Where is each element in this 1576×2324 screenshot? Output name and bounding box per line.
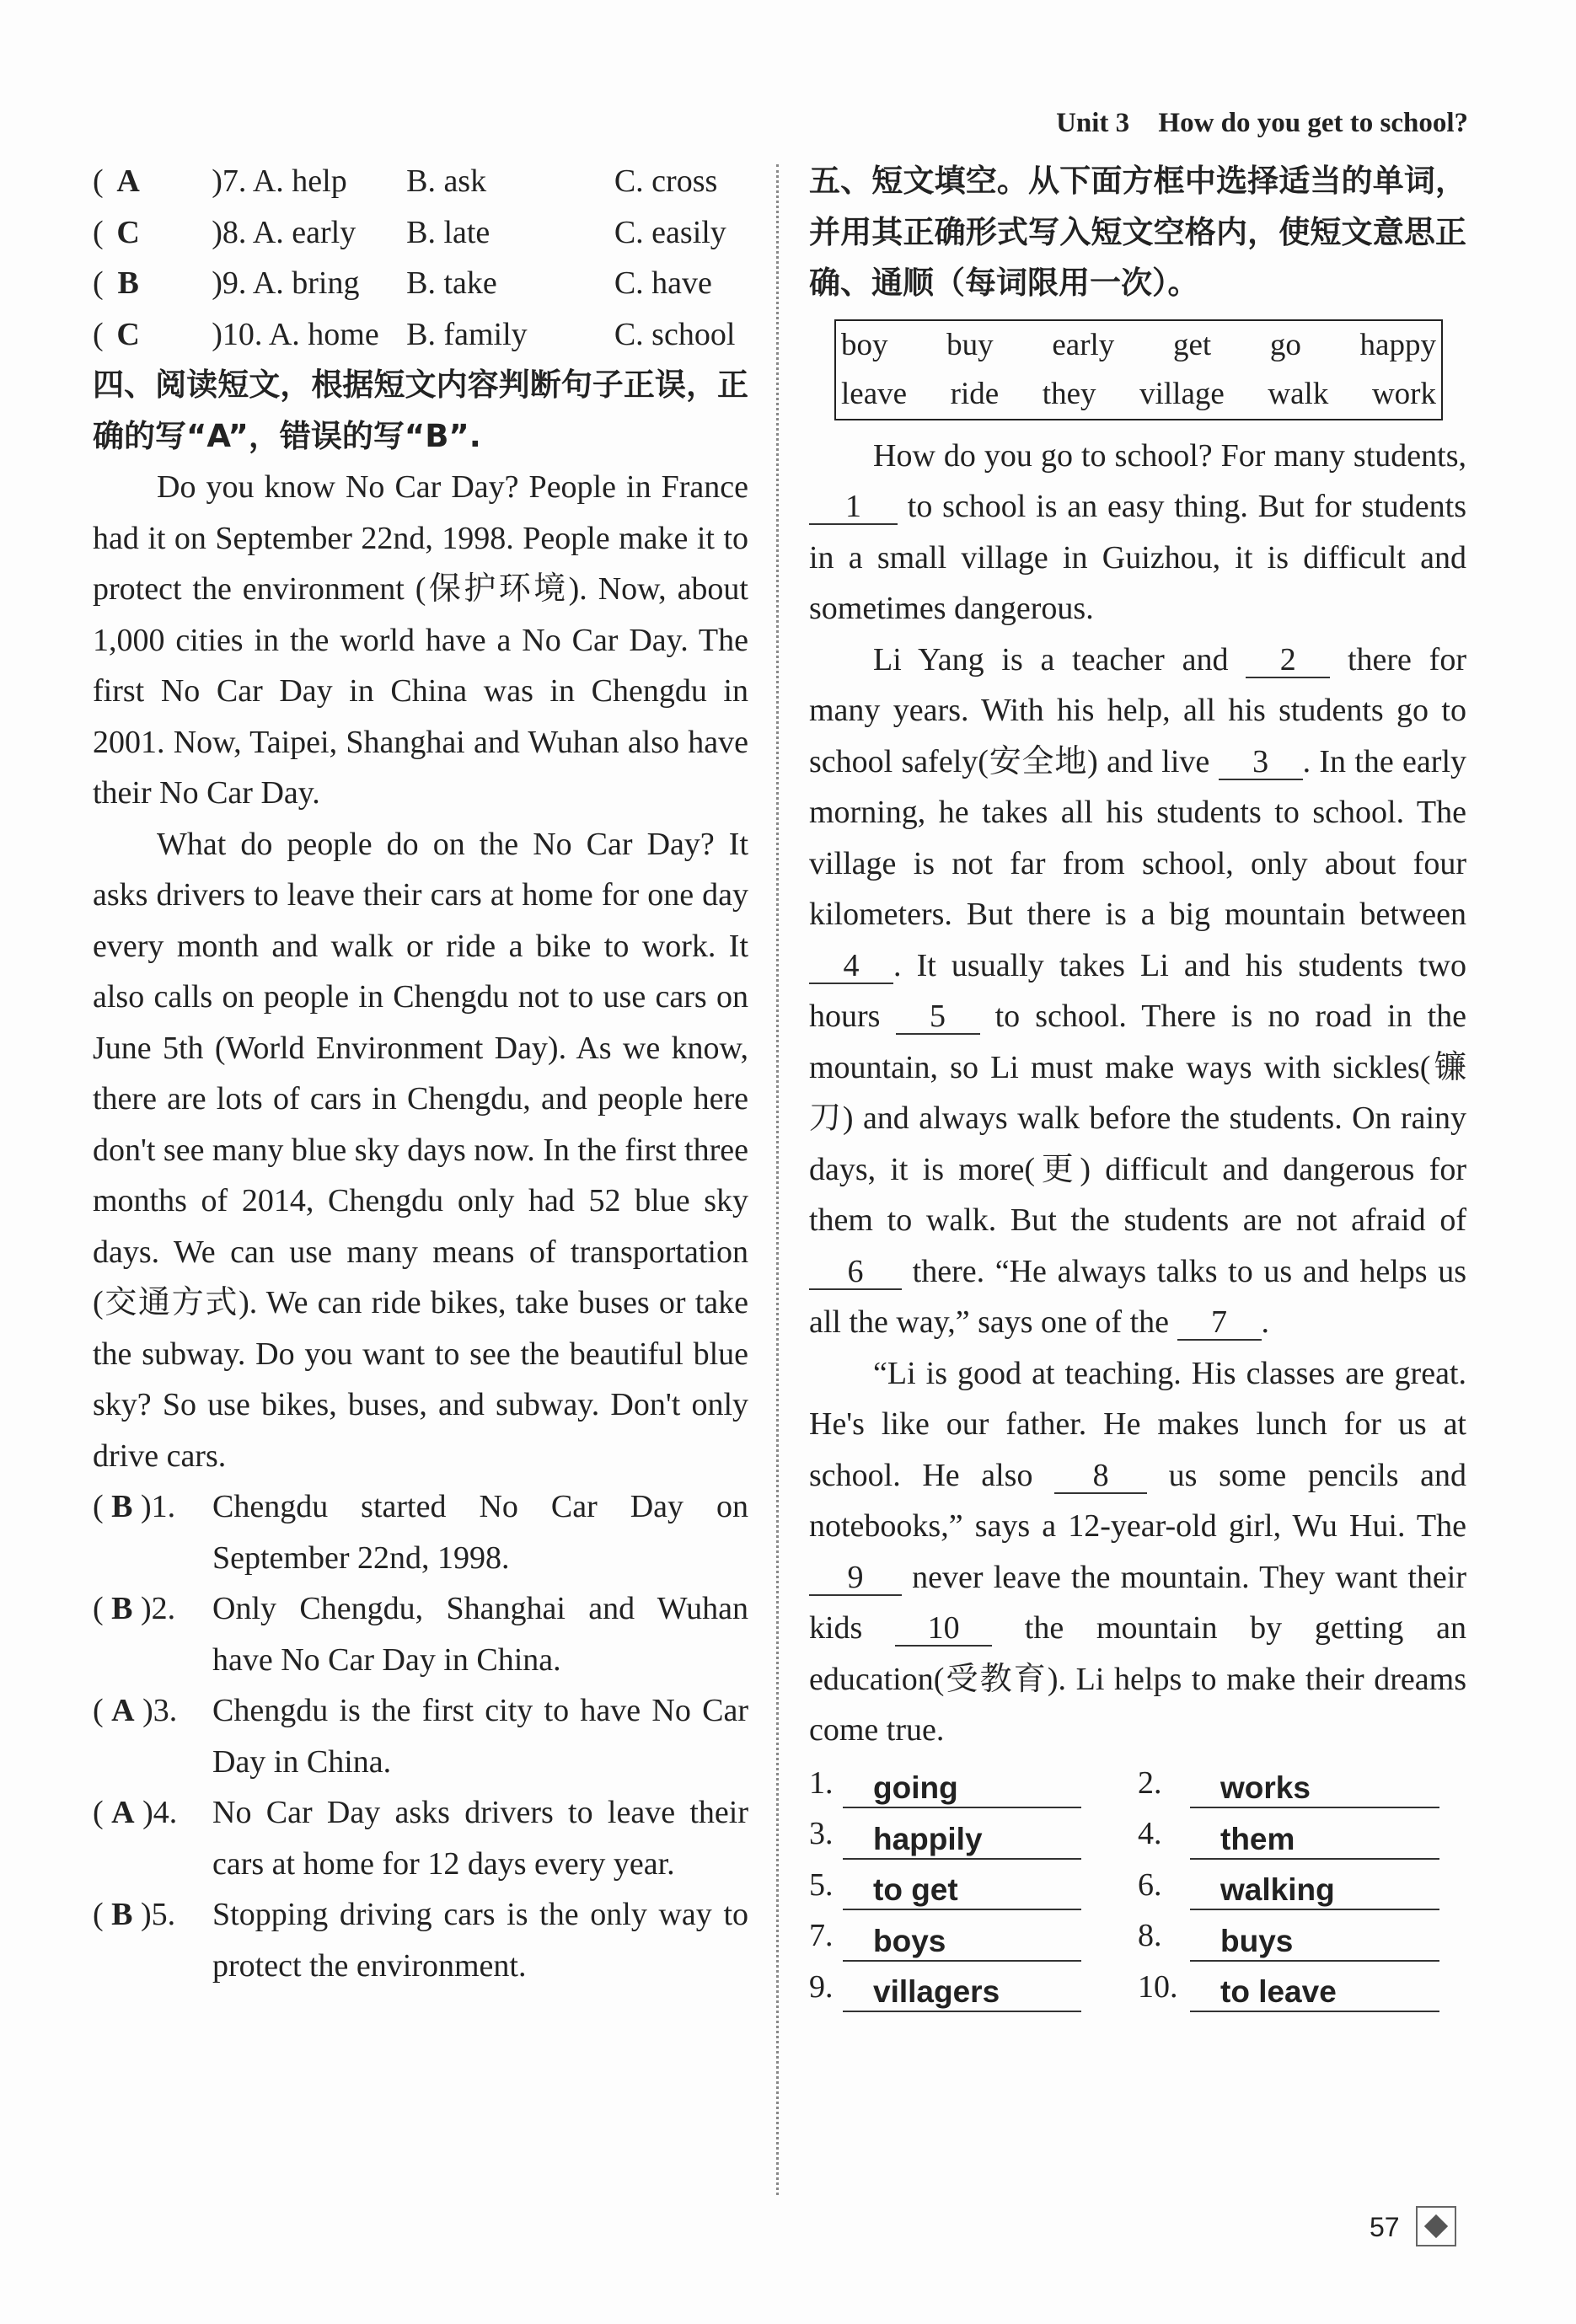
word-bank-item: buy [946,327,994,362]
word-bank-item: get [1172,327,1212,362]
blank-10: 10 [895,1611,992,1647]
option-a: )8. A. early [212,214,356,250]
answer-line: walking [1190,1872,1439,1910]
option-c: C. easily [614,214,726,250]
mcq-row: ( C )8. A. early B. late C. easily [93,207,748,259]
answer-line: works [1190,1770,1439,1808]
blank-4: 4 [809,949,893,984]
word-bank-item: walk [1268,376,1329,411]
blank-8: 8 [1054,1459,1147,1494]
word-bank [834,319,1443,420]
question-item: ( B )5. Stopping driving cars is the only way to protect the environment. [93,1889,748,1991]
question-item: ( A )4. No Car Day asks drivers to leave their cars at home for 12 days every year. [93,1787,748,1889]
answer-line: happily [843,1821,1081,1860]
answer-item: 10. to leave [1138,1962,1466,2013]
option-c: C. school [614,316,736,352]
passage-paragraph: What do people do on the No Car Day? It asks drivers to leave their cars at home for one day every month and walk or ride a bike to work. It also calls on people in Chengdu not to use cars on June 5th (World Environment Day). As we know, there are lots of cars in Chengdu, and people here don't see many blue sky days now. In the first three months of 2014, Chengdu only had 52 blue sky days. We can use many means of transportation (交通方式). We can ride bikes, take buses or take the subway. Do you want to see the beautiful blue sky? So use bikes, buses, and subway. Don't only drive cars. [93,826,748,1474]
passage-paragraph: Do you know No Car Day? People in France had it on September 22nd, 1998. People make it to protect the environment (保护环境). Now, about 1,000 cities in the world have a No Car Day. The first No Car Day in China was in Chengdu in 2001. Now, Taipei, Shanghai and Wuhan also have their No Car Day. [93,469,748,811]
diamond-icon [1416,2206,1456,2246]
blank-9: 9 [809,1561,902,1596]
answer-item: 9. villagers [809,1962,1138,2013]
answer-item: 1. going [809,1758,1138,1809]
option-c: C. cross [614,163,718,199]
option-a: )7. A. help [212,163,347,199]
word-bank-item: work [1371,376,1436,411]
answer-line: them [1190,1821,1439,1860]
option-c: C. have [614,265,712,301]
word-bank-item: happy [1359,327,1436,362]
unit-label: Unit 3 [1056,108,1130,138]
answer-item: 6. walking [1138,1860,1466,1911]
word-bank-item: they [1042,376,1096,411]
answer-lines [809,1758,1466,2013]
blank-5: 5 [896,999,980,1035]
answer-line: villagers [843,1973,1081,2012]
question-item: ( B )1. Chengdu started No Car Day on September 22nd, 1998. [93,1481,748,1583]
option-a: )9. A. bring [212,265,360,301]
answer-mark: C [116,214,140,250]
blank-3: 3 [1219,745,1303,780]
answer-mark: A [116,163,140,199]
answer-line: buys [1190,1923,1439,1962]
question-text: Stopping driving cars is the only way to protect the environment. [212,1897,748,1984]
right-column [809,156,1466,2012]
option-b: B. family [406,316,528,352]
answer-mark: C [116,316,140,352]
blank-6: 6 [809,1255,902,1290]
left-column [93,156,748,1991]
question-item: ( A )3. Chengdu is the first city to have No Car Day in China. [93,1685,748,1787]
mcq-row: ( A )7. A. help B. ask C. cross [93,156,748,207]
answer-line: going [843,1770,1081,1808]
answer-line: boys [843,1923,1081,1962]
question-text: Chengdu is the first city to have No Car Day in China. [212,1693,748,1780]
column-divider [776,164,779,2195]
answer-item: 3. happily [809,1808,1138,1860]
option-b: B. take [406,265,497,301]
answer-item: 5. to get [809,1860,1138,1911]
blank-7: 7 [1177,1305,1262,1341]
answer-mark: B [111,1489,133,1524]
word-bank-item: ride [950,376,1000,411]
answer-mark: B [111,1591,133,1626]
question-text: No Car Day asks drivers to leave their cars at home for 12 days every year. [212,1795,748,1882]
question-text: Chengdu started No Car Day on September 22nd, 1998. [212,1489,748,1576]
mcq-row: ( C )10. A. home B. family C. school [93,309,748,361]
option-a: )10. A. home [212,316,379,352]
passage-paragraph: How do you go to school? For many students, 1 to school is an easy thing. But for students in a small village in Guizhou, it is difficult and sometimes dangerous. [809,437,1467,626]
question-item: ( B )2. Only Chengdu, Shanghai and Wuhan have No Car Day in China. [93,1583,748,1685]
answer-line: to get [843,1872,1081,1910]
answer-item: 8. buys [1138,1910,1466,1962]
answer-mark: A [111,1693,135,1728]
answer-mark: A [111,1795,135,1830]
blank-1: 1 [809,490,898,525]
question-text: Only Chengdu, Shanghai and Wuhan have No Car Day in China. [212,1591,748,1678]
answer-mark: B [111,1897,133,1932]
word-bank-item: boy [841,327,888,362]
mcq-row: ( B )9. A. bring B. take C. have [93,258,748,309]
passage-paragraph: Li Yang is a teacher and 2 there for many years. With his help, all his students go to school safely(安全地) and live 3 . In the early morning, he takes all his students to school. The village is not far from school, only about four kilometers. But there is a big mountain between 4 . It usually takes Li and his students two hours 5 to school. There is no road in the mountain, so Li must make ways with sickles(镰刀) and always walk before the students. On rainy days, it is more(更) difficult and dangerous for them to walk. But the students are not afraid of 6 there. “He always talks to us and helps us all the way,” says one of the 7 . [809,641,1467,1340]
word-bank-item: early [1052,327,1115,362]
answer-line: to leave [1190,1973,1439,2012]
answer-mark: B [117,265,139,301]
answer-item: 7. boys [809,1910,1138,1962]
answer-item: 4. them [1138,1808,1466,1860]
option-b: B. late [406,214,490,250]
passage-paragraph: “Li is good at teaching. His classes are great. He's like our father. He makes lunch for us at school. He also 8 us some pencils and notebooks,” says a 12-year-old girl, Wu Hui. The 9 never leave the mountain. They want their kids 10 the mountain by getting an education(受教育). Li helps to make their dreams come true. [809,1355,1467,1748]
section-4-title: 四、阅读短文，根据短文内容判断句子正误，正确的写“A”，错误的写“B”. [93,367,748,454]
unit-title: How do you get to school? [1158,108,1468,138]
word-bank-item: go [1269,327,1301,362]
option-b: B. ask [406,163,487,199]
page-number: 57 [1370,2212,1400,2242]
section-5-title: 五、短文填空。从下面方框中选择适当的单词，并用其正确形式写入短文空格内，使短文意思正确、通顺（每词限用一次）。 [809,163,1466,301]
answer-item: 2. works [1138,1758,1466,1809]
word-bank-item: village [1139,376,1225,411]
word-bank-item: leave [841,376,908,411]
blank-2: 2 [1246,643,1330,678]
page-header [1056,108,1468,139]
